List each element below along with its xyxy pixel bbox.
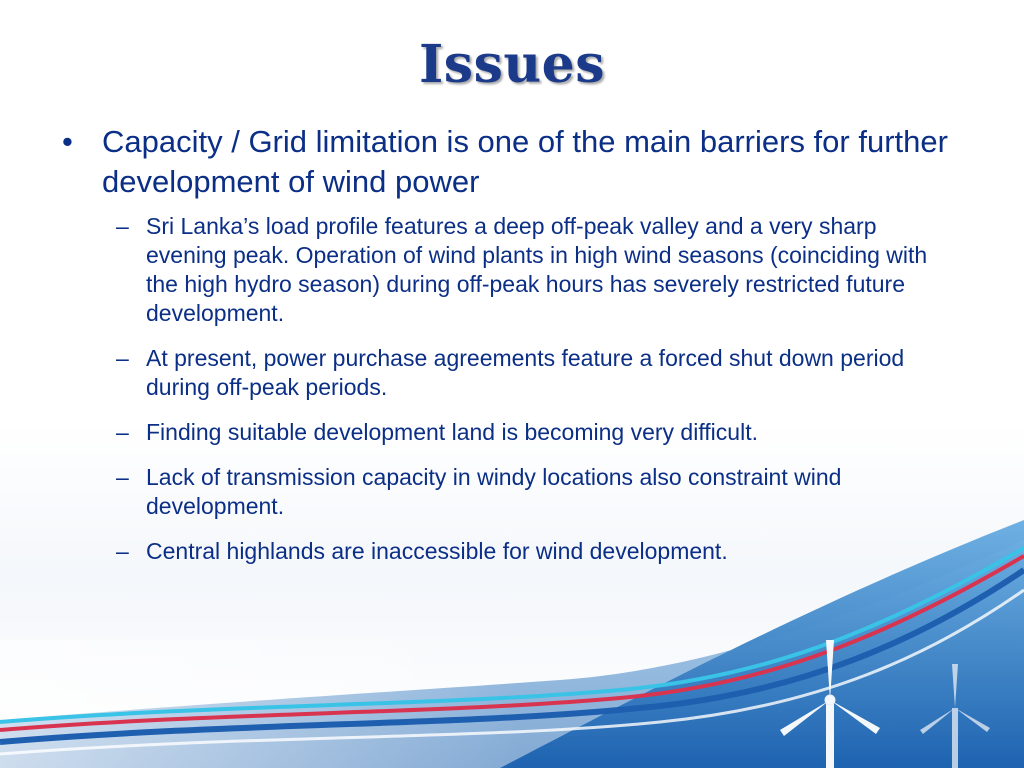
sub-bullet-list [62, 212, 962, 566]
sub-bullet-item [62, 212, 962, 328]
sub-bullet-text: Lack of transmission capacity in windy locations also constraint wind development. [146, 464, 842, 519]
dash-marker: – [116, 538, 129, 564]
sub-bullet-item [62, 344, 962, 402]
main-bullet [62, 122, 962, 202]
sub-bullet-text: Sri Lanka’s load profile features a deep off-peak valley and a very sharp evening peak. Operation of wind plants in high wind seasons (coinciding with the high hydro season) during off-peak hours has severely restricted future development. [146, 213, 928, 326]
sub-bullet-item [62, 463, 962, 521]
dash-marker: – [116, 345, 129, 371]
main-bullet-text: Capacity / Grid limitation is one of the main barriers for further development of wind power [102, 124, 948, 199]
slide-content [62, 122, 962, 582]
sub-bullet-text: At present, power purchase agreements feature a forced shut down period during off-peak periods. [146, 345, 905, 400]
sub-bullet-item [62, 537, 962, 566]
sub-bullet-text: Central highlands are inaccessible for wind development. [146, 538, 728, 564]
dash-marker: – [116, 464, 129, 490]
sub-bullet-text: Finding suitable development land is becoming very difficult. [146, 419, 758, 445]
slide-title: Issues [418, 34, 606, 95]
bullet-marker: • [62, 124, 73, 159]
dash-marker: – [116, 213, 129, 239]
dash-marker: – [116, 419, 129, 445]
sub-bullet-item [62, 418, 962, 447]
